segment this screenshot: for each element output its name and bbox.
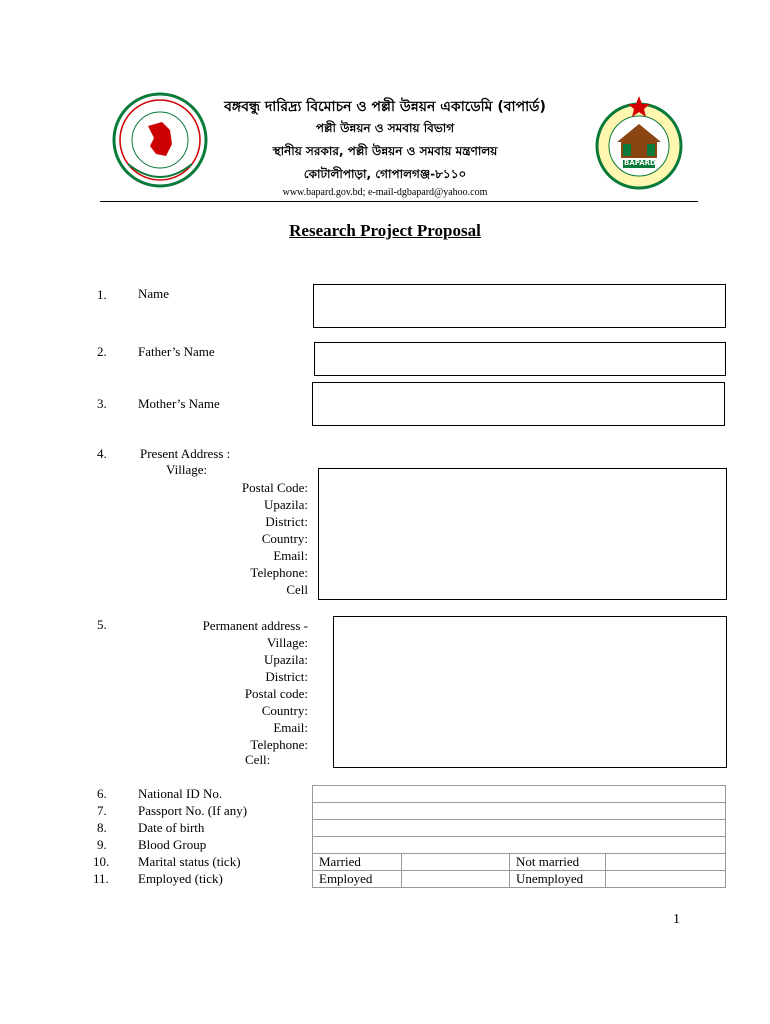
permanent-upazila-label: Upazila: — [263, 652, 308, 667]
item-5-number: 5. — [97, 617, 107, 632]
unemployed-option-label: Unemployed — [510, 871, 606, 888]
bapard-badge-text: BAPARD — [624, 159, 656, 167]
table-row-employment — [313, 871, 726, 888]
item-7-label: Passport No. (If any) — [138, 803, 248, 818]
item-9-label: Blood Group — [138, 837, 207, 852]
present-upazila-label: Upazila: — [263, 497, 308, 512]
passport-input[interactable] — [313, 803, 726, 820]
item-6-label: National ID No. — [138, 786, 223, 801]
page-number: 1 — [673, 912, 680, 927]
mothers-name-input-box[interactable] — [312, 382, 725, 426]
permanent-cell-label: Cell: — [245, 752, 271, 767]
header-line-2: পল্লী উন্নয়ন ও সমবায় বিভাগ — [315, 121, 455, 135]
item-2-number: 2. — [97, 344, 107, 359]
header-line-4: কোটালীপাড়া, গোপালগঞ্জ-৮১১০ — [303, 167, 467, 181]
present-email-label: Email: — [273, 548, 308, 563]
permanent-district-label: District: — [265, 669, 308, 684]
permanent-postal-code-label: Postal code: — [244, 686, 308, 701]
present-address-label: Present Address : — [140, 446, 231, 461]
present-village-label: Village: — [166, 462, 208, 477]
present-address-input-box[interactable] — [318, 468, 727, 600]
header-web-email: www.bapard.gov.bd; e-mail-dgbapard@yahoo.com — [282, 187, 488, 198]
fathers-name-input-box[interactable] — [314, 342, 726, 376]
employed-option-label: Employed — [313, 871, 402, 888]
item-11-label: Employed (tick) — [138, 871, 223, 886]
item-3-label: Mother’s Name — [138, 396, 220, 411]
header-divider — [100, 201, 698, 202]
present-cell-label: Cell — [286, 582, 308, 597]
permanent-address-label: Permanent address - — [202, 618, 308, 633]
not-married-option-label: Not married — [510, 854, 606, 871]
permanent-village-label: Village: — [266, 635, 308, 650]
item-4-number: 4. — [97, 446, 107, 461]
present-country-label: Country: — [261, 531, 308, 546]
item-1-number: 1. — [97, 287, 107, 302]
item-7-number: 7. — [97, 803, 107, 818]
unemployed-tick-box[interactable] — [606, 871, 726, 888]
item-11-number: 11. — [93, 871, 109, 886]
item-8-label: Date of birth — [138, 820, 205, 835]
permanent-country-label: Country: — [261, 703, 308, 718]
name-input-box[interactable] — [313, 284, 726, 328]
item-9-number: 9. — [97, 837, 107, 852]
item-10-number: 10. — [93, 854, 110, 869]
item-2-label: Father’s Name — [138, 344, 215, 359]
table-row-national-id — [313, 786, 726, 803]
page-title: Research Project Proposal — [289, 221, 481, 240]
personal-details-table — [312, 785, 726, 888]
national-id-input[interactable] — [313, 786, 726, 803]
married-tick-box[interactable] — [402, 854, 510, 871]
date-of-birth-input[interactable] — [313, 820, 726, 837]
married-option-label: Married — [313, 854, 402, 871]
header-line-1: বঙ্গবন্ধু দারিদ্র্য বিমোচন ও পল্লী উন্নয়ন একাডেমি (বাপার্ড) — [224, 99, 546, 115]
permanent-email-label: Email: — [273, 720, 308, 735]
present-telephone-label: Telephone: — [250, 565, 308, 580]
not-married-tick-box[interactable] — [606, 854, 726, 871]
employed-tick-box[interactable] — [402, 871, 510, 888]
item-6-number: 6. — [97, 786, 107, 801]
table-row-blood-group — [313, 837, 726, 854]
table-row-passport — [313, 803, 726, 820]
item-3-number: 3. — [97, 396, 107, 411]
present-district-label: District: — [265, 514, 308, 529]
permanent-address-input-box[interactable] — [333, 616, 727, 768]
item-8-number: 8. — [97, 820, 107, 835]
permanent-telephone-label: Telephone: — [250, 737, 308, 752]
table-row-marital-status — [313, 854, 726, 871]
table-row-date-of-birth — [313, 820, 726, 837]
present-postal-code-label: Postal Code: — [241, 480, 308, 495]
item-1-label: Name — [138, 286, 170, 301]
blood-group-input[interactable] — [313, 837, 726, 854]
item-10-label: Marital status (tick) — [138, 854, 241, 869]
header-line-3: স্থানীয় সরকার, পল্লী উন্নয়ন ও সমবায় মন্ত্রণালয় — [272, 144, 498, 158]
